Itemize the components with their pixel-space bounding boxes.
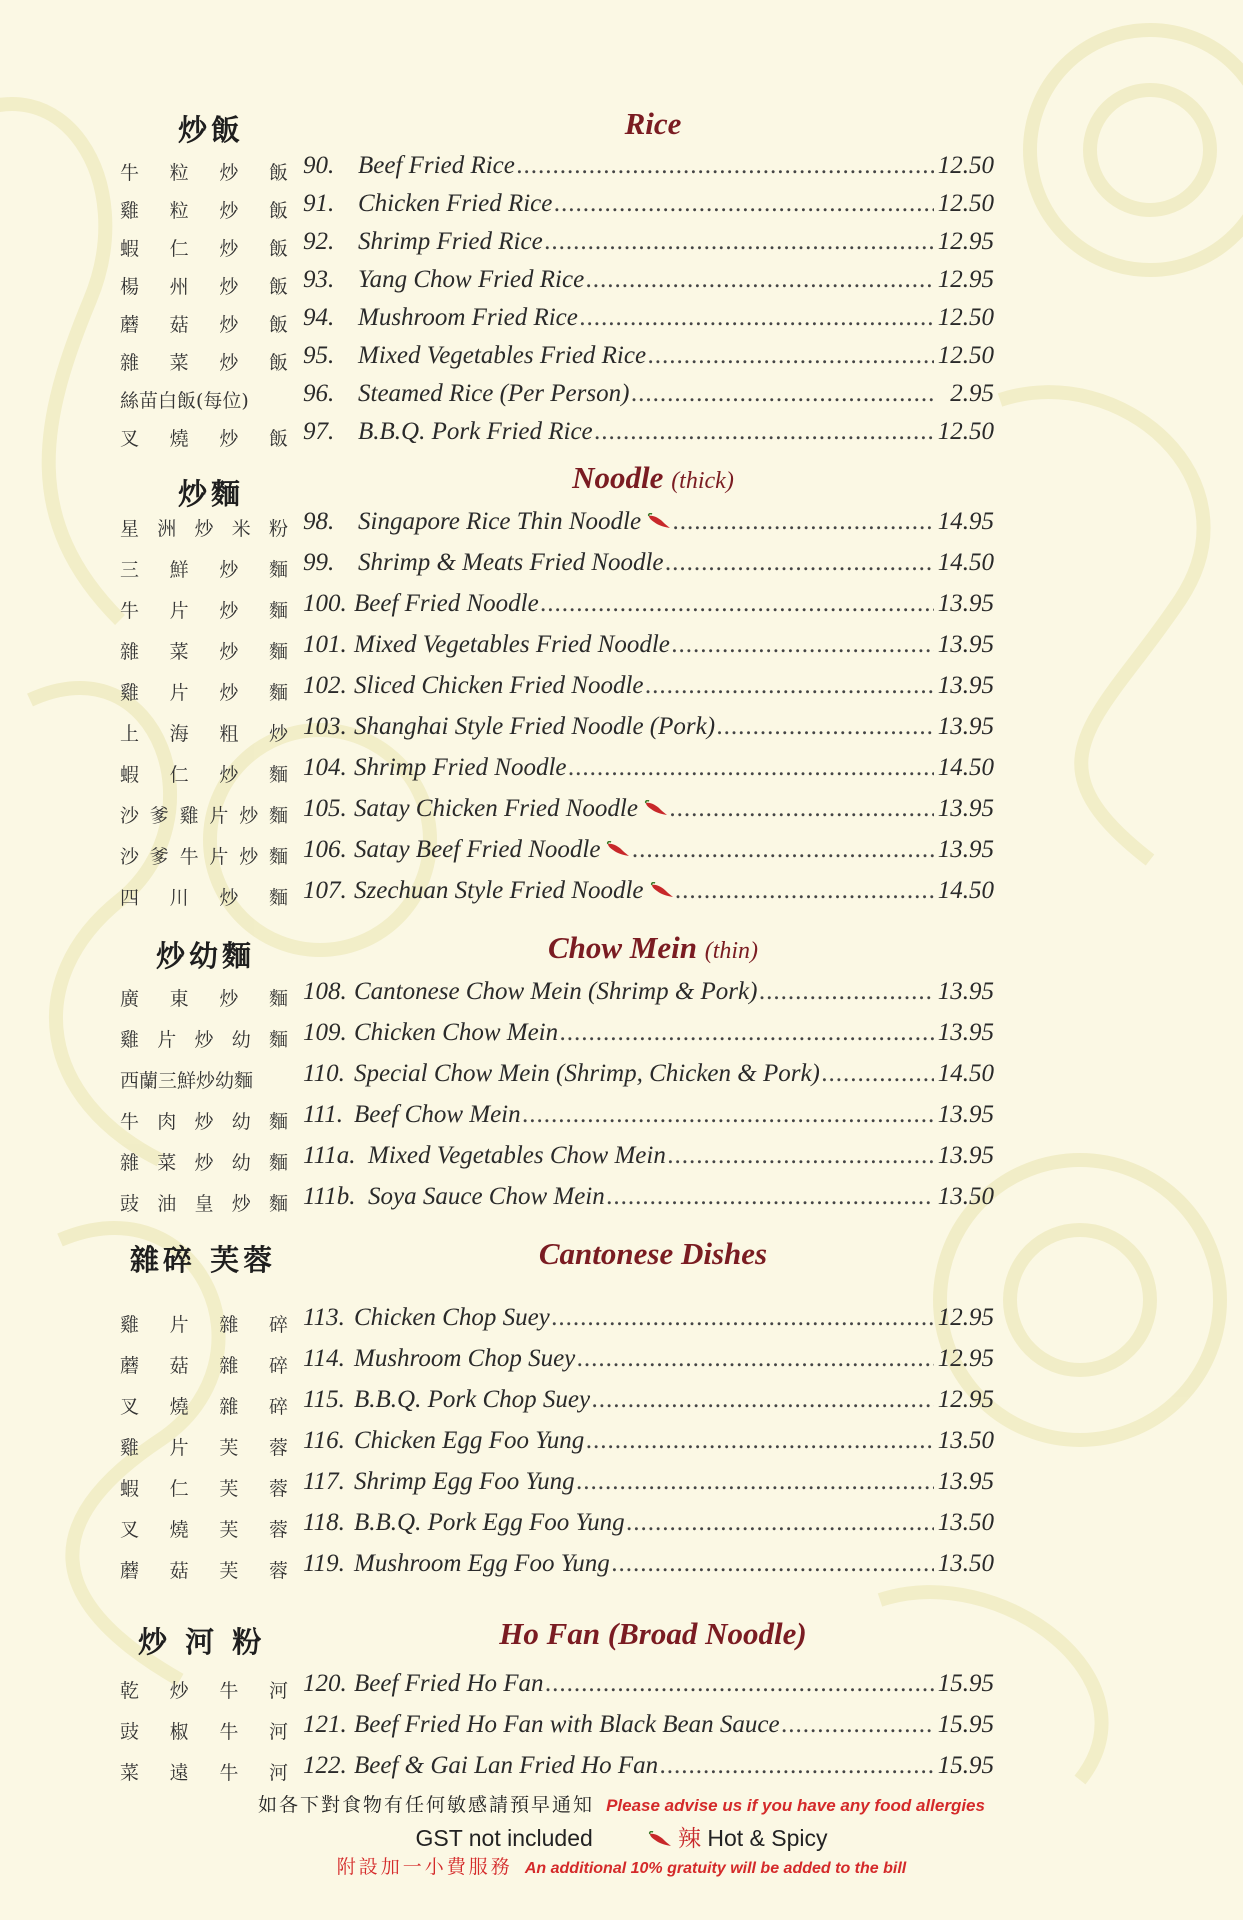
- dot-leader: [717, 713, 934, 741]
- cantonese-item-list: [0, 1304, 1243, 1591]
- dot-leader: [648, 342, 934, 370]
- menu-item: [0, 754, 1243, 795]
- menu-item: [0, 1752, 1243, 1793]
- menu-item: [0, 549, 1243, 590]
- menu-item-number: 94.: [303, 304, 335, 331]
- menu-item-number: 121.: [303, 1711, 347, 1738]
- menu-item-cn-name: 上 海 粗 炒: [120, 723, 288, 745]
- menu-item-price: 13.95: [937, 590, 994, 617]
- dot-leader: [668, 1142, 934, 1170]
- menu-item-price: 13.50: [937, 1183, 994, 1210]
- menu-item-name: Beef & Gai Lan Fried Ho Fan: [354, 1752, 659, 1779]
- menu-item: [0, 1345, 1243, 1386]
- menu-item-price: 13.95: [937, 978, 994, 1005]
- menu-item-name: Mixed Vegetables Fried Noodle: [354, 631, 670, 658]
- menu-item: [0, 672, 1243, 713]
- menu-item: [0, 1304, 1243, 1345]
- dot-leader: [586, 266, 934, 294]
- menu-item: [0, 418, 1243, 456]
- menu-item-number: 109.: [303, 1019, 347, 1046]
- menu-item-price: 14.50: [937, 754, 994, 781]
- dot-leader: [523, 1101, 934, 1129]
- menu-item-number: 120.: [303, 1670, 347, 1697]
- menu-item-price: 12.50: [937, 152, 994, 179]
- menu-item-name: Beef Fried Rice: [358, 152, 515, 179]
- section-cn-title: 炒麵: [178, 477, 245, 511]
- menu-item-price: 13.95: [937, 713, 994, 740]
- rice-item-list: [0, 152, 1243, 456]
- menu-item-number: 115.: [303, 1386, 345, 1413]
- dot-leader: [627, 1509, 934, 1537]
- menu-item-cn-name: 廣 東 炒 麵: [120, 988, 288, 1010]
- menu-item: [0, 1550, 1243, 1591]
- menu-item: [0, 1019, 1243, 1060]
- menu-item-cn-name: 星 洲 炒 米 粉: [120, 518, 288, 540]
- menu-item-number: 118.: [303, 1509, 345, 1536]
- menu-item: [0, 1670, 1243, 1711]
- section-en-title: Noodle (thick): [572, 460, 734, 495]
- menu-item-cn-name: 蝦 仁 炒 飯: [120, 238, 288, 260]
- gst-note: GST not included: [415, 1825, 593, 1851]
- menu-item-name: Shrimp Fried Noodle: [354, 754, 567, 781]
- menu-item-number: 102.: [303, 672, 347, 699]
- menu-item-number: 101.: [303, 631, 347, 658]
- menu-item: [0, 713, 1243, 754]
- menu-item-cn-name: 乾 炒 牛 河: [120, 1680, 288, 1702]
- dot-leader: [646, 672, 934, 700]
- chili-icon: [647, 513, 671, 529]
- menu-item-name: Shrimp & Meats Fried Noodle: [358, 549, 664, 576]
- menu-item-number: 113.: [303, 1304, 345, 1331]
- menu-item-cn-name: 蘑 菇 芙 蓉: [120, 1560, 288, 1582]
- menu-item-price: 12.50: [937, 342, 994, 369]
- menu-item: [0, 1509, 1243, 1550]
- menu-item: [0, 836, 1243, 877]
- dot-leader: [577, 1468, 934, 1496]
- allergy-notice-en: Please advise us if you have any food allergies: [606, 1796, 985, 1815]
- menu-item-cn-name: 牛 粒 炒 飯: [120, 162, 288, 184]
- section-cn-title: 炒幼麵: [156, 939, 256, 973]
- menu-item-price: 14.50: [937, 877, 994, 904]
- menu-item: [0, 228, 1243, 266]
- menu-item-number: 106.: [303, 836, 347, 863]
- dot-leader: [517, 152, 934, 180]
- menu-item-name: Mushroom Egg Foo Yung: [354, 1550, 610, 1577]
- section-rice: [0, 104, 1243, 456]
- menu-item-name: Yang Chow Fried Rice: [358, 266, 585, 293]
- menu-item-name: Steamed Rice (Per Person): [358, 380, 630, 407]
- menu-item-name: Singapore Rice Thin Noodle: [358, 508, 642, 535]
- menu-item-name: Beef Fried Ho Fan: [354, 1670, 544, 1697]
- menu-item-name: B.B.Q. Pork Egg Foo Yung: [354, 1509, 625, 1536]
- menu-item-cn-name: 雞 片 炒 幼 麵: [120, 1029, 288, 1051]
- menu-item-cn-name: 叉 燒 雜 碎: [120, 1396, 288, 1418]
- menu-item-number: 92.: [303, 228, 335, 255]
- menu-item-number: 110.: [303, 1060, 345, 1087]
- gratuity-notice-en: An additional 10% gratuity will be added to the bill: [524, 1860, 907, 1877]
- menu-item-name: Beef Fried Noodle: [354, 590, 539, 617]
- menu-item-cn-name: 雞 片 炒 麵: [120, 682, 288, 704]
- menu-item-cn-name: 叉 燒 芙 蓉: [120, 1519, 288, 1541]
- dot-leader: [782, 1711, 934, 1739]
- menu-item-price: 14.50: [937, 1060, 994, 1087]
- dot-leader: [631, 380, 934, 408]
- menu-item-price: 12.95: [937, 1386, 994, 1413]
- menu-item-price: 13.95: [937, 795, 994, 822]
- hot-spicy-label: Hot & Spicy: [707, 1825, 828, 1851]
- menu-item: [0, 1711, 1243, 1752]
- noodle-item-list: [0, 508, 1243, 918]
- dot-leader: [541, 590, 934, 618]
- menu-item: [0, 266, 1243, 304]
- menu-item-cn-name: 西蘭三鮮炒幼麵: [120, 1070, 254, 1092]
- dot-leader: [632, 836, 934, 864]
- menu-item-price: 13.95: [937, 1101, 994, 1128]
- menu-item-number: 108.: [303, 978, 347, 1005]
- menu-item-number: 117.: [303, 1468, 345, 1495]
- menu-item-number: 90.: [303, 152, 335, 179]
- menu-item-name: Cantonese Chow Mein (Shrimp & Pork): [354, 978, 758, 1005]
- dot-leader: [545, 228, 934, 256]
- menu-item: [0, 877, 1243, 918]
- menu-item-number: 114.: [303, 1345, 345, 1372]
- dot-leader: [546, 1670, 934, 1698]
- dot-leader: [612, 1550, 934, 1578]
- menu-item-number: 104.: [303, 754, 347, 781]
- menu-item-price: 13.95: [937, 1019, 994, 1046]
- menu-item-price: 13.50: [937, 1427, 994, 1454]
- menu-item-name: Chicken Chow Mein: [354, 1019, 559, 1046]
- gst-and-legend: [0, 1820, 1243, 1853]
- menu-item-number: 111a.: [303, 1142, 356, 1169]
- dot-leader: [554, 190, 934, 218]
- menu-item-name: Special Chow Mein (Shrimp, Chicken & Pork): [354, 1060, 820, 1087]
- section-cn-title: 雜碎 芙蓉: [130, 1243, 277, 1277]
- menu-item-number: 119.: [303, 1550, 345, 1577]
- section-en-title: Rice: [624, 106, 682, 141]
- menu-item-cn-name: 蘑 菇 雜 碎: [120, 1355, 288, 1377]
- menu-item-name: Szechuan Style Fried Noodle: [354, 877, 644, 904]
- menu-item-cn-name: 沙 爹 牛 片 炒 麵: [120, 846, 288, 868]
- dot-leader: [673, 508, 934, 536]
- dot-leader: [822, 1060, 934, 1088]
- menu-item-price: 12.50: [937, 418, 994, 445]
- menu-item: [0, 190, 1243, 228]
- menu-item-name: Chicken Chop Suey: [354, 1304, 550, 1331]
- menu-item-price: 13.50: [937, 1550, 994, 1577]
- menu-item-name: Mixed Vegetables Chow Mein: [368, 1142, 666, 1169]
- section-en-title: Ho Fan (Broad Noodle): [499, 1616, 807, 1651]
- allergy-notice: [0, 1790, 1243, 1817]
- menu-item-price: 14.95: [937, 508, 994, 535]
- menu-item-cn-name: 楊 州 炒 飯: [120, 276, 288, 298]
- section-chowmein: [0, 930, 1243, 1224]
- menu-item-cn-name: 蝦 仁 炒 麵: [120, 764, 288, 786]
- dot-leader: [552, 1304, 934, 1332]
- menu-item: [0, 1183, 1243, 1224]
- menu-item-number: 111b.: [303, 1183, 356, 1210]
- dot-leader: [759, 978, 934, 1006]
- menu-item-price: 13.95: [937, 672, 994, 699]
- menu-item-price: 12.95: [937, 1345, 994, 1372]
- menu-item-name: Beef Chow Mein: [354, 1101, 521, 1128]
- menu-item: [0, 1101, 1243, 1142]
- menu-item-cn-name: 雜 菜 炒 幼 麵: [120, 1152, 288, 1174]
- menu-item-name: B.B.Q. Pork Chop Suey: [354, 1386, 591, 1413]
- menu-item-price: 15.95: [937, 1752, 994, 1779]
- dot-leader: [660, 1752, 934, 1780]
- menu-item: [0, 342, 1243, 380]
- dot-leader: [580, 304, 934, 332]
- menu-item-number: 107.: [303, 877, 347, 904]
- menu-item-price: 15.95: [937, 1670, 994, 1697]
- menu-item-name: Satay Beef Fried Noodle: [354, 836, 601, 863]
- menu-item: [0, 508, 1243, 549]
- menu-item-cn-name: 牛 肉 炒 幼 麵: [120, 1111, 288, 1133]
- menu-item-price: 12.50: [937, 304, 994, 331]
- section-noodle: [0, 460, 1243, 918]
- dot-leader: [676, 877, 934, 905]
- section-cn-title: 炒飯: [178, 113, 245, 147]
- section-cantonese: [0, 1236, 1243, 1591]
- chili-icon: [650, 882, 674, 898]
- menu-item-cn-name: 絲苗白飯(每位): [120, 390, 249, 412]
- menu-item: [0, 1468, 1243, 1509]
- dot-leader: [666, 549, 934, 577]
- menu-item: [0, 304, 1243, 342]
- dot-leader: [672, 631, 934, 659]
- menu-item: [0, 380, 1243, 418]
- menu-item-number: 99.: [303, 549, 335, 576]
- menu-item-price: 12.95: [937, 1304, 994, 1331]
- menu-item-price: 13.95: [937, 1142, 994, 1169]
- menu-item-name: Shrimp Egg Foo Yung: [354, 1468, 575, 1495]
- menu-item: [0, 1427, 1243, 1468]
- dot-leader: [569, 754, 935, 782]
- menu-item: [0, 1060, 1243, 1101]
- dot-leader: [586, 1427, 934, 1455]
- menu-item: [0, 1386, 1243, 1427]
- menu-item-name: Soya Sauce Chow Mein: [368, 1183, 605, 1210]
- menu-item-number: 122.: [303, 1752, 347, 1779]
- menu-item-name: Mushroom Fried Rice: [358, 304, 578, 331]
- menu-item-cn-name: 叉 燒 炒 飯: [120, 428, 288, 450]
- menu-item-number: 96.: [303, 380, 335, 407]
- chili-icon: [606, 841, 630, 857]
- menu-item-name: Satay Chicken Fried Noodle: [354, 795, 638, 822]
- menu-item-name: Mushroom Chop Suey: [354, 1345, 576, 1372]
- menu-item-number: 91.: [303, 190, 335, 217]
- section-en-title: Chow Mein (thin): [547, 930, 759, 965]
- menu-item-cn-name: 四 川 炒 麵: [120, 887, 288, 909]
- menu-item-price: 12.95: [937, 228, 994, 255]
- menu-item-number: 111.: [303, 1101, 344, 1128]
- menu-item-price: 13.95: [937, 631, 994, 658]
- menu-item-price: 13.95: [937, 1468, 994, 1495]
- menu-item-cn-name: 菜 遠 牛 河: [120, 1762, 288, 1784]
- menu-item-name: Shrimp Fried Rice: [358, 228, 543, 255]
- menu-item-price: 13.95: [937, 836, 994, 863]
- chowmein-item-list: [0, 978, 1243, 1224]
- menu-item-cn-name: 雜 菜 炒 飯: [120, 352, 288, 374]
- menu-item-price: 14.50: [937, 549, 994, 576]
- menu-item-cn-name: 豉 油 皇 炒 麵: [120, 1193, 288, 1215]
- menu-item-name: Chicken Fried Rice: [358, 190, 553, 217]
- menu-item-number: 103.: [303, 713, 347, 740]
- menu-item-name: B.B.Q. Pork Fried Rice: [358, 418, 593, 445]
- menu-item-price: 12.95: [937, 266, 994, 293]
- chili-icon: [648, 1831, 672, 1847]
- menu-item-number: 95.: [303, 342, 335, 369]
- dot-leader: [595, 418, 934, 446]
- menu-item-name: Sliced Chicken Fried Noodle: [354, 672, 644, 699]
- menu-item: [0, 590, 1243, 631]
- menu-item-number: 93.: [303, 266, 335, 293]
- dot-leader: [560, 1019, 934, 1047]
- menu-item-cn-name: 三 鮮 炒 麵: [120, 559, 288, 581]
- menu-item-cn-name: 雜 菜 炒 麵: [120, 641, 288, 663]
- menu-item-cn-name: 蘑 菇 炒 飯: [120, 314, 288, 336]
- dot-leader: [607, 1183, 934, 1211]
- menu-item-name: Mixed Vegetables Fried Rice: [358, 342, 647, 369]
- menu-item-cn-name: 沙 爹 雞 片 炒 麵: [120, 805, 288, 827]
- menu-item-price: 2.95: [950, 380, 994, 407]
- hofan-item-list: [0, 1670, 1243, 1793]
- hot-spicy-cn: 辣: [677, 1826, 701, 1852]
- section-en-title: Cantonese Dishes: [538, 1236, 768, 1271]
- menu-item-number: 98.: [303, 508, 335, 535]
- menu-item-name: Beef Fried Ho Fan with Black Bean Sauce: [354, 1711, 780, 1738]
- gratuity-notice-cn: 附設加一小費服務: [336, 1856, 513, 1878]
- section-hofan: [0, 1616, 1243, 1793]
- menu-item-cn-name: 雞 片 雜 碎: [120, 1314, 288, 1336]
- menu-item: [0, 795, 1243, 836]
- menu-item-cn-name: 牛 片 炒 麵: [120, 600, 288, 622]
- menu-item-cn-name: 蝦 仁 芙 蓉: [120, 1478, 288, 1500]
- menu-item: [0, 1142, 1243, 1183]
- menu-item-number: 100.: [303, 590, 347, 617]
- menu-item-cn-name: 雞 片 芙 蓉: [120, 1437, 288, 1459]
- menu-item: [0, 152, 1243, 190]
- menu-item-price: 12.50: [937, 190, 994, 217]
- menu-item-number: 116.: [303, 1427, 345, 1454]
- menu-item-name: Shanghai Style Fried Noodle (Pork): [354, 713, 716, 740]
- dot-leader: [670, 795, 934, 823]
- dot-leader: [577, 1345, 934, 1373]
- menu-item: [0, 631, 1243, 672]
- menu-item-number: 97.: [303, 418, 335, 445]
- menu-item-cn-name: 雞 粒 炒 飯: [120, 200, 288, 222]
- menu-item-price: 13.50: [937, 1509, 994, 1536]
- menu-item: [0, 978, 1243, 1019]
- menu-item-number: 105.: [303, 795, 347, 822]
- chili-icon: [644, 800, 668, 816]
- allergy-notice-cn: 如各下對食物有任何敏感請預早通知: [258, 1794, 595, 1816]
- section-cn-title: 炒 河 粉: [138, 1625, 266, 1659]
- gratuity-notice: [0, 1852, 1243, 1879]
- dot-leader: [592, 1386, 934, 1414]
- menu-item-price: 15.95: [937, 1711, 994, 1738]
- menu-item-name: Chicken Egg Foo Yung: [354, 1427, 585, 1454]
- menu-item-cn-name: 豉 椒 牛 河: [120, 1721, 288, 1743]
